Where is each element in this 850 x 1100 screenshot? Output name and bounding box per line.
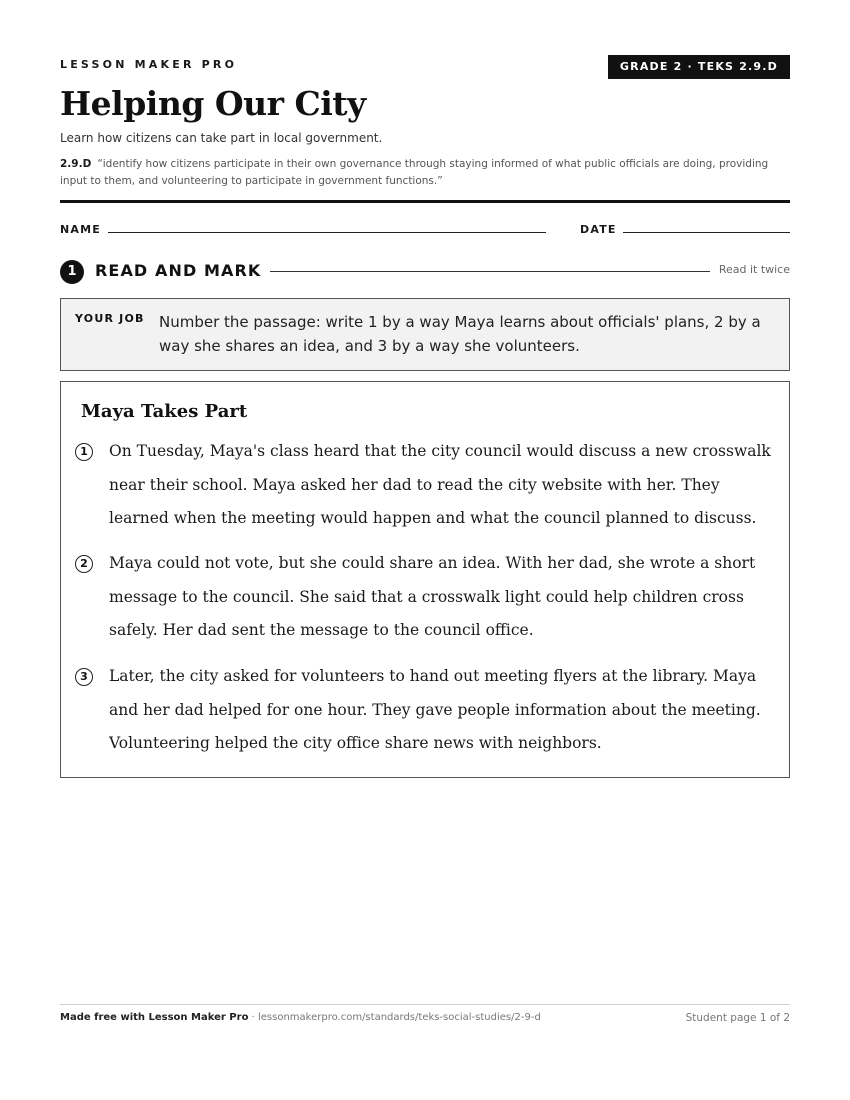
section-hint: Read it twice <box>718 263 790 276</box>
footer-credit <box>60 1012 541 1023</box>
page-subtitle: Learn how citizens can take part in local government. <box>60 131 383 145</box>
section-title: READ AND MARK <box>95 261 262 280</box>
paragraph-number-marker[interactable]: 1 <box>75 443 93 461</box>
paragraph-text: Maya could not vote, but she could share an idea. With her dad, she wrote a short message to the council. She said that a crosswalk light could help children cross safely. Her dad sent the message to the council office. <box>109 554 756 639</box>
footer-divider <box>60 1004 790 1005</box>
paragraph-number-marker[interactable]: 3 <box>75 668 93 686</box>
paragraph-text: On Tuesday, Maya's class heard that the city council would discuss a new crosswalk near their school. Maya asked her dad to read the city website with her. They learned when the meeting would happen and what the council planned to discuss. <box>109 442 771 527</box>
paragraph-number-marker[interactable]: 2 <box>75 555 93 573</box>
your-job-text: Number the passage: write 1 by a way Maya learns about officials' plans, 2 by a way she shares an idea, and 3 by a way she volunteers. <box>159 313 761 355</box>
page-title: Helping Our City <box>60 84 366 123</box>
passage-box <box>60 381 790 778</box>
date-field[interactable] <box>623 232 790 233</box>
passage-title: Maya Takes Part <box>81 401 248 422</box>
standard-code: 2.9.D <box>60 158 92 170</box>
header-divider <box>60 200 790 203</box>
standard-text: “identify how citizens participate in their own governance through staying informed of what public officials are doing, providing input to them, and volunteering to participate in government functions.” <box>60 158 769 187</box>
date-label: DATE <box>580 223 617 236</box>
standard-statement <box>60 156 790 190</box>
grade-badge: GRADE 2 · TEKS 2.9.D <box>608 55 790 79</box>
section-number-badge: 1 <box>60 260 84 284</box>
your-job-label: YOUR JOB <box>75 312 145 325</box>
name-label: NAME <box>60 223 101 236</box>
footer-made-with: Made free with Lesson Maker Pro <box>60 1012 249 1023</box>
paragraph-text: Later, the city asked for volunteers to hand out meeting flyers at the library. Maya and her dad helped for one hour. They gave people information about the meeting. Volunteering helped the city office share news with neighbors. <box>109 667 761 752</box>
section-divider <box>270 271 710 272</box>
footer-url[interactable]: · lessonmakerpro.com/standards/teks-social-studies/2-9-d <box>248 1012 541 1023</box>
worksheet-page <box>60 0 790 1100</box>
your-job-box <box>60 298 790 371</box>
name-field[interactable] <box>108 232 546 233</box>
brand-name: LESSON MAKER PRO <box>60 58 238 71</box>
footer-page-number: Student page 1 of 2 <box>685 1012 790 1024</box>
